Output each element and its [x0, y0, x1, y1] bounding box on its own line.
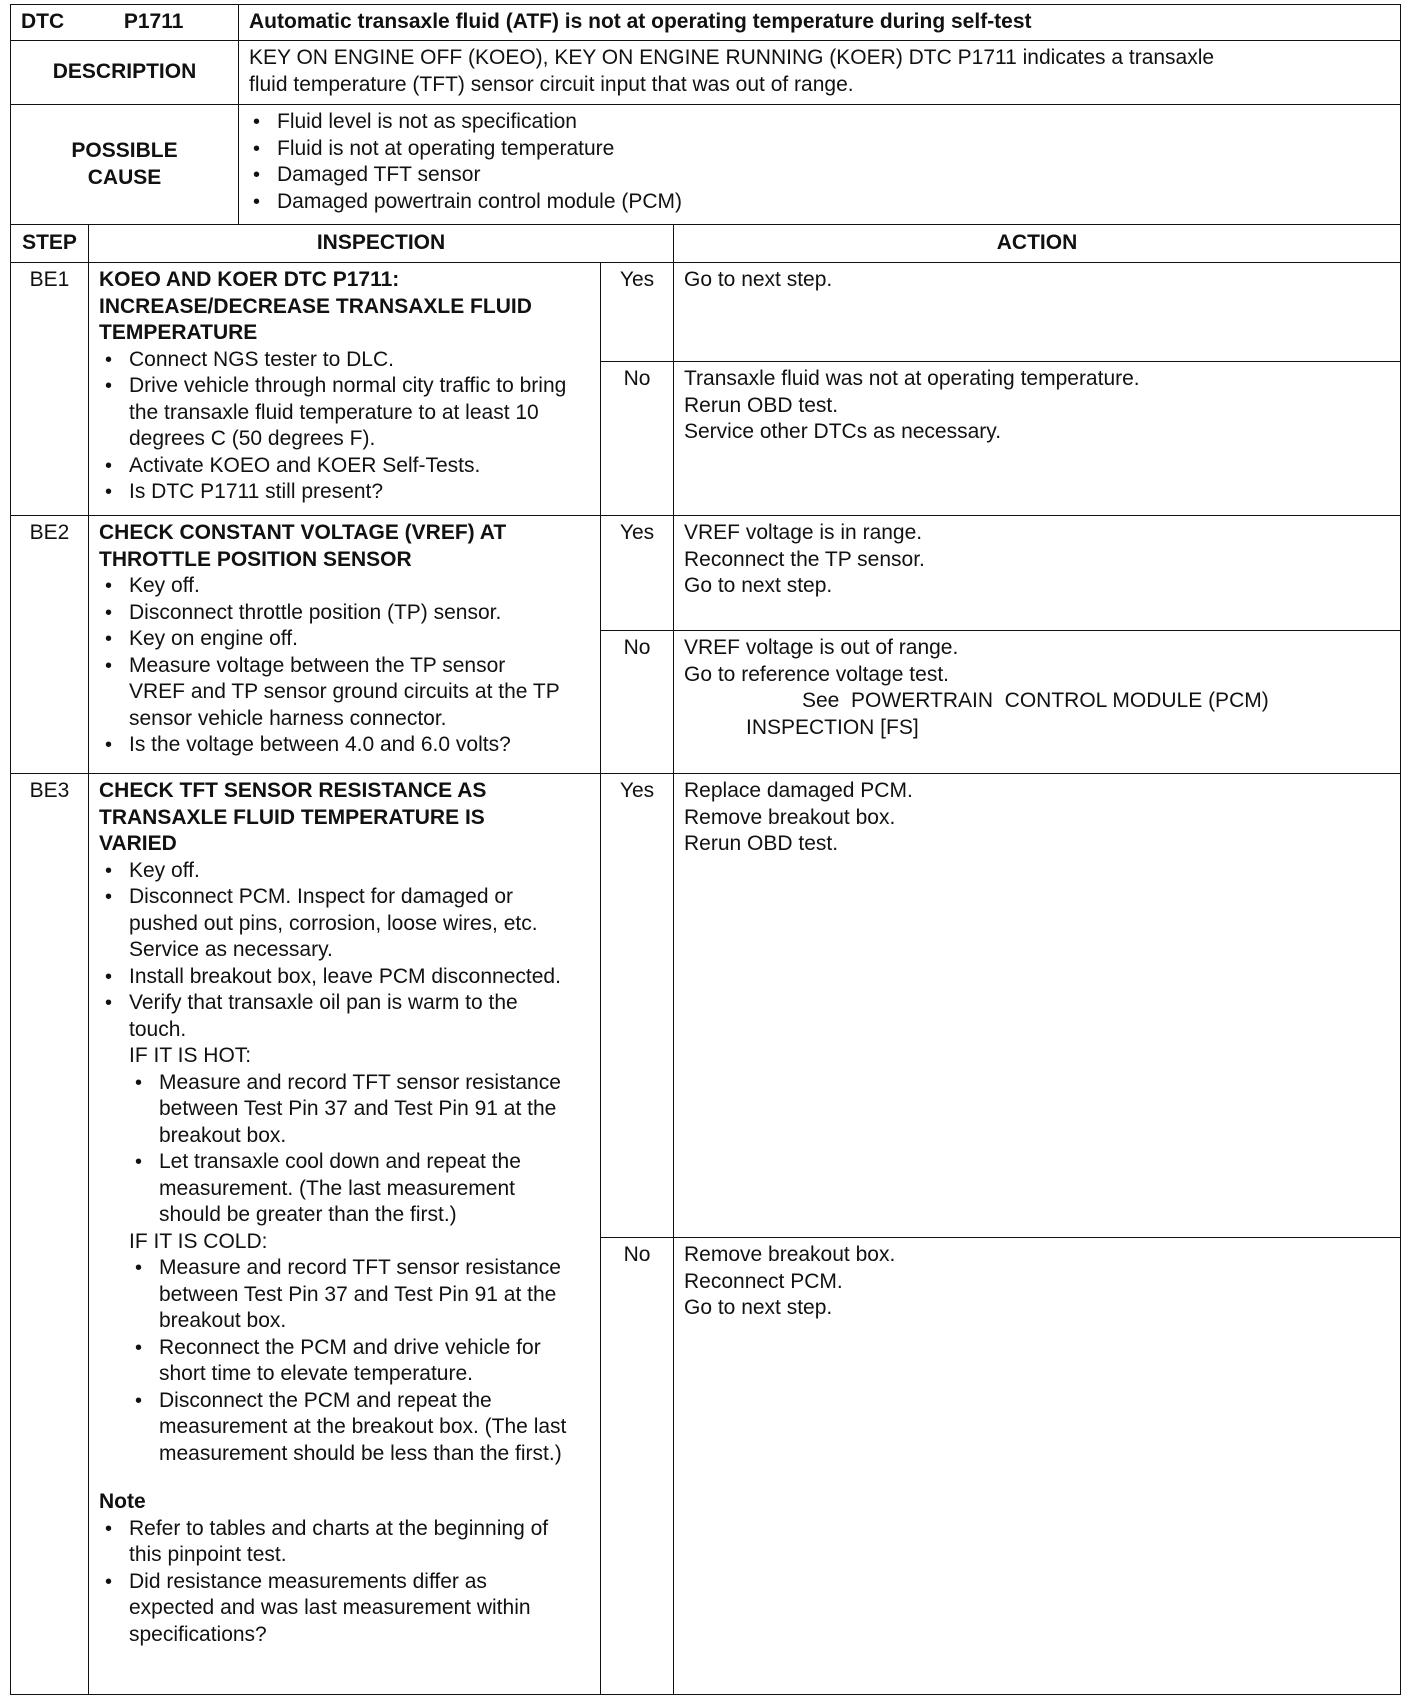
possible-cause-item: • Damaged powertrain control module (PCM): [247, 189, 1392, 216]
cold-list: [99, 1255, 590, 1467]
no-action: [674, 631, 1401, 774]
yes-action: [674, 263, 1401, 362]
possible-cause-list-cell: [239, 105, 1401, 225]
inspection-text: Key off.: [129, 858, 200, 882]
dtc-code-cell: [11, 5, 239, 41]
action-line: Service other DTCs as necessary.: [684, 420, 1002, 443]
yes-action: [674, 516, 1401, 631]
inspection-text: Verify that transaxle oil pan is warm to the: [129, 991, 518, 1014]
description-label: DESCRIPTION: [11, 41, 239, 105]
action-line: VREF voltage is out of range.: [684, 636, 959, 659]
no-label: No: [601, 362, 674, 516]
dtc-header-row: [11, 5, 1401, 41]
inspection-text: pushed out pins, corrosion, loose wires, etc.: [129, 911, 538, 935]
inspection-text: measurement should be less than the first.): [159, 1441, 562, 1465]
step-column-header: STEP: [11, 225, 89, 263]
column-header-row: [11, 225, 1401, 263]
action-line: Go to next step.: [684, 268, 833, 291]
dtc-title: Automatic transaxle fluid (ATF) is not at operating temperature during self-test: [239, 5, 1401, 41]
inspection-item: [99, 858, 590, 885]
inspection-text: Service as necessary.: [129, 938, 333, 961]
yes-label: Yes: [601, 263, 674, 362]
action-line: Rerun OBD test.: [684, 832, 839, 855]
inspection-text: touch.: [129, 1017, 187, 1041]
step-row-be2: [11, 516, 1401, 631]
inspection-text: measurement at the breakout box. (The last: [159, 1415, 567, 1438]
inspection-text: should be greater than the first.): [159, 1203, 457, 1226]
action-column-header: ACTION: [674, 225, 1401, 263]
action-line: Remove breakout box.: [684, 1243, 896, 1266]
description-line: KEY ON ENGINE OFF (KOEO), KEY ON ENGINE RUNNING (KOER) DTC P1711 indicates a transaxle: [249, 46, 1215, 69]
inspection-item: [99, 884, 590, 964]
step-title-line: KOEO AND KOER DTC P1711:: [99, 268, 400, 291]
inspection-text: Measure voltage between the TP sensor: [129, 653, 506, 677]
inspection-list: [99, 347, 590, 506]
dtc-table: [10, 4, 1401, 1695]
action-line: Go to reference voltage test.: [684, 662, 949, 686]
inspection-list: [99, 573, 590, 759]
inspection-text: Is the voltage between 4.0 and 6.0 volts?: [129, 733, 511, 756]
hot-list: [99, 1070, 590, 1229]
inspection-text: Activate KOEO and KOER Self-Tests.: [129, 453, 481, 477]
inspection-text: between Test Pin 37 and Test Pin 91 at the: [159, 1282, 557, 1306]
no-action: [674, 362, 1401, 516]
step-title-line: THROTTLE POSITION SENSOR: [99, 547, 412, 571]
inspection-cell: [89, 516, 601, 774]
possible-cause-label-line: POSSIBLE: [71, 139, 178, 162]
cold-item: [99, 1335, 590, 1388]
inspection-item: [99, 479, 590, 506]
inspection-item: [99, 732, 590, 759]
action-line: Replace damaged PCM.: [684, 779, 913, 802]
inspection-text: the transaxle fluid temperature to at least 10: [129, 400, 539, 424]
step-id: BE3: [11, 774, 89, 1695]
inspection-text: short time to elevate temperature.: [159, 1362, 473, 1385]
inspection-item: [99, 653, 590, 733]
possible-cause-row: [11, 105, 1401, 225]
inspection-text: Install breakout box, leave PCM disconnected.: [129, 964, 561, 988]
step-row-be3: [11, 774, 1401, 1238]
inspection-cell: [89, 774, 601, 1695]
cold-item: [99, 1255, 590, 1335]
inspection-text: Let transaxle cool down and repeat the: [159, 1150, 521, 1173]
inspection-text: sensor vehicle harness connector.: [129, 706, 447, 730]
no-label: No: [601, 1238, 674, 1695]
step-title-line: TRANSAXLE FLUID TEMPERATURE IS: [99, 805, 485, 829]
if-cold-label: IF IT IS COLD:: [129, 1229, 268, 1253]
inspection-text: Disconnect the PCM and repeat the: [159, 1388, 492, 1412]
inspection-text: Disconnect PCM. Inspect for damaged or: [129, 885, 514, 908]
inspection-item: [99, 453, 590, 480]
inspection-list: [99, 858, 590, 1044]
description-line: fluid temperature (TFT) sensor circuit input that was out of range.: [249, 72, 854, 96]
inspection-item: [99, 573, 590, 600]
inspection-text: specifications?: [129, 1622, 267, 1646]
step-id: BE1: [11, 263, 89, 516]
dtc-label: DTC: [21, 10, 65, 34]
action-see-reference: INSPECTION [FS]: [746, 715, 919, 739]
no-label: No: [601, 631, 674, 774]
action-line: Go to next step.: [684, 574, 833, 597]
hot-item: [99, 1149, 590, 1229]
inspection-text: Key on engine off.: [129, 627, 298, 650]
possible-cause-item: • Fluid is not at operating temperature: [247, 136, 1392, 163]
action-line: Reconnect PCM.: [684, 1269, 843, 1293]
step-title-line: CHECK CONSTANT VOLTAGE (VREF) AT: [99, 521, 507, 544]
step-row-be1: [11, 263, 1401, 362]
yes-label: Yes: [601, 774, 674, 1238]
possible-cause-item: • Fluid level is not as specification: [247, 109, 1392, 136]
note-list: [99, 1516, 590, 1649]
inspection-text: expected and was last measurement within: [129, 1596, 531, 1619]
inspection-text: Is DTC P1711 still present?: [129, 480, 384, 503]
inspection-text: Did resistance measurements differ as: [129, 1569, 487, 1593]
inspection-text: Disconnect throttle position (TP) sensor.: [129, 600, 502, 624]
inspection-text: measurement. (The last measurement: [159, 1176, 515, 1200]
yes-action: [674, 774, 1401, 1238]
note-item: [99, 1569, 590, 1649]
action-line: Transaxle fluid was not at operating temperature.: [684, 367, 1140, 390]
inspection-item: [99, 373, 590, 453]
if-hot-label: IF IT IS HOT:: [129, 1044, 252, 1067]
step-title-line: CHECK TFT SENSOR RESISTANCE AS: [99, 779, 487, 802]
possible-cause-label-line: CAUSE: [87, 165, 162, 189]
description-row: [11, 41, 1401, 105]
step-title-line: VARIED: [99, 832, 177, 855]
dtc-code: P1711: [123, 10, 184, 34]
inspection-text: breakout box.: [159, 1123, 287, 1147]
inspection-text: Measure and record TFT sensor resistance: [159, 1070, 561, 1094]
no-action: [674, 1238, 1401, 1695]
inspection-text: breakout box.: [159, 1309, 287, 1332]
note-label: Note: [99, 1490, 146, 1513]
inspection-text: degrees C (50 degrees F).: [129, 427, 376, 450]
possible-cause-list: [247, 109, 1392, 215]
hot-item: [99, 1070, 590, 1150]
inspection-item: [99, 347, 590, 374]
yes-label: Yes: [601, 516, 674, 631]
inspection-text: Refer to tables and charts at the beginning of: [129, 1516, 549, 1540]
inspection-item: [99, 964, 590, 991]
inspection-text: Measure and record TFT sensor resistance: [159, 1256, 561, 1279]
cold-item: [99, 1388, 590, 1468]
action-see-reference: See POWERTRAIN CONTROL MODULE (PCM): [802, 689, 1269, 712]
action-line: Remove breakout box.: [684, 805, 896, 829]
inspection-item: [99, 626, 590, 653]
inspection-text: Connect NGS tester to DLC.: [129, 347, 394, 371]
inspection-cell: [89, 263, 601, 516]
possible-cause-item: • Damaged TFT sensor: [247, 162, 1392, 189]
inspection-item: [99, 600, 590, 627]
inspection-text: Drive vehicle through normal city traffic to bring: [129, 374, 567, 397]
diagnostic-sheet: [10, 4, 1400, 1695]
inspection-text: VREF and TP sensor ground circuits at the TP: [129, 680, 560, 703]
action-line: Reconnect the TP sensor.: [684, 547, 925, 571]
inspection-text: this pinpoint test.: [129, 1543, 287, 1566]
action-line: Go to next step.: [684, 1296, 833, 1319]
possible-cause-label: [11, 105, 239, 225]
step-title-line: INCREASE/DECREASE TRANSAXLE FLUID: [99, 294, 532, 318]
inspection-text: between Test Pin 37 and Test Pin 91 at the: [159, 1097, 557, 1120]
step-title-line: TEMPERATURE: [99, 321, 258, 344]
inspection-column-header: INSPECTION: [89, 225, 674, 263]
action-line: VREF voltage is in range.: [684, 521, 923, 544]
note-item: [99, 1516, 590, 1569]
action-line: Rerun OBD test.: [684, 393, 839, 417]
step-id: BE2: [11, 516, 89, 774]
inspection-text: Key off.: [129, 574, 200, 597]
inspection-text: Reconnect the PCM and drive vehicle for: [159, 1335, 541, 1359]
description-text: [239, 41, 1401, 105]
inspection-item: [99, 990, 590, 1043]
